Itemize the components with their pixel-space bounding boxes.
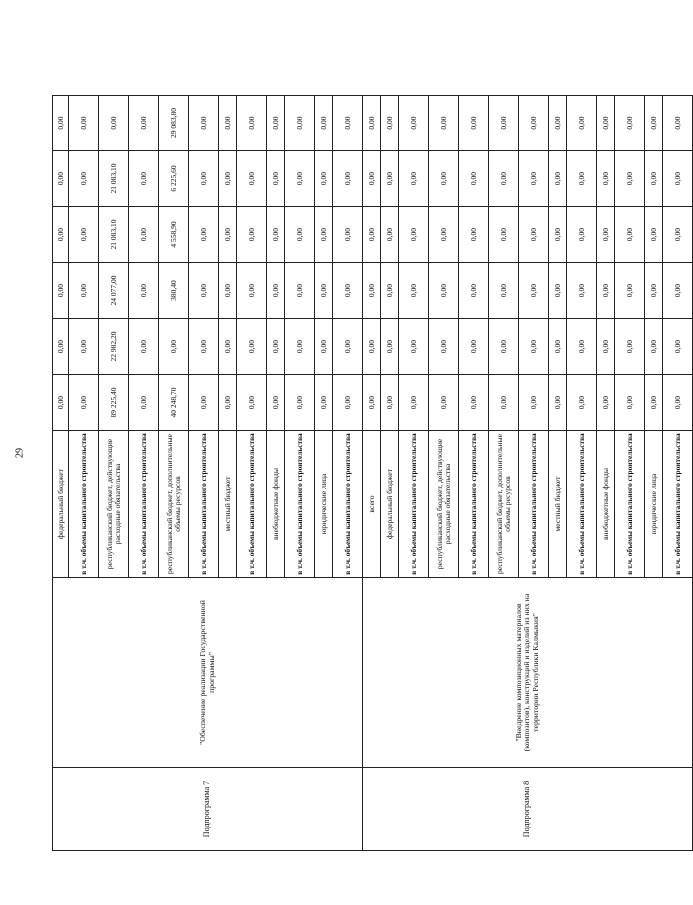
amount-cell: 0,00	[567, 319, 597, 375]
funding-source-cell: юридические лица	[645, 431, 663, 578]
amount-cell: 0,00	[315, 375, 333, 431]
funding-source-cell: республиканский бюджет, действующие расходные обязательства	[429, 431, 459, 578]
amount-cell: 0,00	[399, 151, 429, 207]
funding-source-cell: в т.ч. объемы капитального строительства	[189, 431, 219, 578]
amount-cell: 0,00	[69, 375, 99, 431]
amount-cell: 0,00	[489, 319, 519, 375]
amount-cell: 0,00	[237, 375, 267, 431]
subprogram-code-cell: Подпрограмма 8	[363, 768, 693, 851]
amount-cell: 0,00	[53, 263, 69, 319]
budget-table	[52, 95, 693, 851]
amount-cell: 0,00	[237, 263, 267, 319]
amount-cell: 0,00	[663, 375, 693, 431]
amount-cell: 0,00	[459, 375, 489, 431]
amount-cell: 0,00	[519, 375, 549, 431]
funding-source-cell: в т.ч. объемы капитального строительства	[333, 431, 363, 578]
funding-source-cell: республиканский бюджет, действующие расходные обязательства	[99, 431, 129, 578]
amount-cell: 0,00	[267, 207, 285, 263]
amount-cell: 0,00	[219, 375, 237, 431]
amount-cell: 0,00	[129, 375, 159, 431]
amount-cell: 0,00	[69, 96, 99, 151]
amount-cell: 0,00	[597, 96, 615, 151]
amount-cell: 0,00	[363, 263, 381, 319]
amount-cell: 0,00	[663, 96, 693, 151]
amount-cell: 0,00	[645, 207, 663, 263]
amount-cell: 0,00	[549, 151, 567, 207]
funding-source-cell: в т.ч. объемы капитального строительства	[237, 431, 267, 578]
funding-source-cell: местный бюджет	[549, 431, 567, 578]
amount-cell: 0,00	[129, 151, 159, 207]
amount-cell: 0,00	[459, 96, 489, 151]
amount-cell: 0,00	[567, 263, 597, 319]
funding-source-cell: в т.ч. объемы капитального строительства	[615, 431, 645, 578]
amount-cell: 0,00	[69, 263, 99, 319]
amount-cell: 0,00	[663, 151, 693, 207]
amount-cell: 0,00	[129, 207, 159, 263]
amount-cell: 0,00	[399, 96, 429, 151]
amount-cell: 21 083,10	[99, 151, 129, 207]
amount-cell: 0,00	[285, 207, 315, 263]
amount-cell: 0,00	[429, 96, 459, 151]
amount-cell: 0,00	[597, 319, 615, 375]
amount-cell: 0,00	[315, 207, 333, 263]
amount-cell: 0,00	[237, 207, 267, 263]
amount-cell: 0,00	[615, 96, 645, 151]
funding-source-cell: в т.ч. объемы капитального строительства	[567, 431, 597, 578]
amount-cell: 0,00	[459, 207, 489, 263]
amount-cell: 0,00	[285, 151, 315, 207]
amount-cell: 0,00	[219, 96, 237, 151]
amount-cell: 0,00	[285, 375, 315, 431]
amount-cell: 0,00	[69, 319, 99, 375]
amount-cell: 0,00	[333, 319, 363, 375]
amount-cell: 0,00	[267, 319, 285, 375]
amount-cell: 0,00	[333, 207, 363, 263]
amount-cell: 0,00	[237, 151, 267, 207]
amount-cell: 0,00	[381, 375, 399, 431]
amount-cell: 0,00	[519, 96, 549, 151]
amount-cell: 0,00	[381, 263, 399, 319]
amount-cell: 0,00	[489, 375, 519, 431]
amount-cell: 0,00	[267, 96, 285, 151]
amount-cell: 0,00	[363, 319, 381, 375]
amount-cell: 22 982,20	[99, 319, 129, 375]
amount-cell: 0,00	[129, 96, 159, 151]
amount-cell: 0,00	[53, 151, 69, 207]
rotated-table-wrapper	[52, 96, 682, 851]
funding-source-cell: федеральный бюджет	[381, 431, 399, 578]
amount-cell: 0,00	[267, 151, 285, 207]
amount-cell: 0,00	[333, 263, 363, 319]
amount-cell: 6 225,60	[159, 151, 189, 207]
amount-cell: 0,00	[333, 375, 363, 431]
amount-cell: 0,00	[285, 319, 315, 375]
amount-cell: 0,00	[615, 263, 645, 319]
amount-cell: 0,00	[519, 151, 549, 207]
amount-cell: 0,00	[363, 207, 381, 263]
amount-cell: 4 558,90	[159, 207, 189, 263]
amount-cell: 0,00	[189, 151, 219, 207]
amount-cell: 0,00	[549, 319, 567, 375]
amount-cell: 0,00	[645, 151, 663, 207]
funding-source-cell: в т.ч. объемы капитального строительства	[129, 431, 159, 578]
amount-cell: 0,00	[399, 207, 429, 263]
funding-source-cell: в т.ч. объемы капитального строительства	[663, 431, 693, 578]
amount-cell: 0,00	[189, 375, 219, 431]
amount-cell: 0,00	[267, 263, 285, 319]
amount-cell: 0,00	[549, 375, 567, 431]
amount-cell: 0,00	[53, 207, 69, 263]
amount-cell: 0,00	[615, 207, 645, 263]
amount-cell: 0,00	[645, 263, 663, 319]
amount-cell: 0,00	[549, 263, 567, 319]
subprogram-code-cell: Подпрограмма 7	[53, 768, 363, 851]
amount-cell: 0,00	[519, 207, 549, 263]
amount-cell: 0,00	[69, 207, 99, 263]
amount-cell: 0,00	[159, 319, 189, 375]
funding-source-cell: в т.ч. объемы капитального строительства	[69, 431, 99, 578]
funding-source-cell: внебюджетные фонды	[267, 431, 285, 578]
amount-cell: 0,00	[429, 207, 459, 263]
funding-source-cell: в т.ч. объемы капитального строительства	[399, 431, 429, 578]
amount-cell: 0,00	[285, 263, 315, 319]
amount-cell: 0,00	[315, 96, 333, 151]
amount-cell: 0,00	[645, 319, 663, 375]
funding-source-cell: местный бюджет	[219, 431, 237, 578]
amount-cell: 0,00	[663, 319, 693, 375]
amount-cell: 0,00	[429, 319, 459, 375]
amount-cell: 0,00	[489, 151, 519, 207]
amount-cell: 0,00	[567, 375, 597, 431]
amount-cell: 0,00	[567, 96, 597, 151]
amount-cell: 0,00	[189, 96, 219, 151]
amount-cell: 0,00	[615, 151, 645, 207]
amount-cell: 0,00	[489, 96, 519, 151]
amount-cell: 0,00	[399, 375, 429, 431]
amount-cell: 0,00	[237, 319, 267, 375]
amount-cell: 0,00	[645, 375, 663, 431]
amount-cell: 0,00	[597, 151, 615, 207]
amount-cell: 0,00	[267, 375, 285, 431]
amount-cell: 0,00	[567, 207, 597, 263]
funding-source-cell: федеральный бюджет	[53, 431, 69, 578]
amount-cell: 24 077,00	[99, 263, 129, 319]
amount-cell: 0,00	[615, 319, 645, 375]
amount-cell: 89 225,40	[99, 375, 129, 431]
table-row	[363, 96, 381, 851]
subprogram-name-cell: "Внедрение композиционных материалов (композитов), конструкций и изделий из них на территории Республики Калмыкия"	[363, 578, 693, 768]
amount-cell: 0,00	[519, 263, 549, 319]
amount-cell: 40 248,70	[159, 375, 189, 431]
amount-cell: 0,00	[69, 151, 99, 207]
amount-cell: 0,00	[459, 319, 489, 375]
funding-source-cell: всего	[363, 431, 381, 578]
funding-source-cell: в т.ч. объемы капитального строительства	[285, 431, 315, 578]
funding-source-cell: юридические лица	[315, 431, 333, 578]
amount-cell: 0,00	[315, 319, 333, 375]
amount-cell: 380,40	[159, 263, 189, 319]
amount-cell: 0,00	[99, 96, 129, 151]
amount-cell: 0,00	[189, 207, 219, 263]
amount-cell: 0,00	[381, 96, 399, 151]
amount-cell: 0,00	[615, 375, 645, 431]
amount-cell: 0,00	[489, 207, 519, 263]
amount-cell: 0,00	[399, 263, 429, 319]
amount-cell: 0,00	[219, 319, 237, 375]
amount-cell: 0,00	[549, 207, 567, 263]
amount-cell: 0,00	[53, 319, 69, 375]
amount-cell: 0,00	[663, 207, 693, 263]
amount-cell: 0,00	[363, 375, 381, 431]
amount-cell: 0,00	[53, 96, 69, 151]
amount-cell: 0,00	[399, 319, 429, 375]
amount-cell: 0,00	[333, 151, 363, 207]
amount-cell: 0,00	[129, 263, 159, 319]
funding-source-cell: в т.ч. объемы капитального строительства	[519, 431, 549, 578]
subprogram-name-cell: "Обеспечение реализации Государственной программы"	[53, 578, 363, 768]
amount-cell: 0,00	[219, 207, 237, 263]
amount-cell: 0,00	[237, 96, 267, 151]
amount-cell: 0,00	[519, 319, 549, 375]
amount-cell: 0,00	[219, 151, 237, 207]
table-row	[53, 96, 69, 851]
funding-source-cell: в т.ч. объемы капитального строительства	[459, 431, 489, 578]
amount-cell: 0,00	[189, 263, 219, 319]
amount-cell: 0,00	[315, 151, 333, 207]
amount-cell: 0,00	[363, 151, 381, 207]
amount-cell: 0,00	[285, 96, 315, 151]
amount-cell: 0,00	[315, 263, 333, 319]
amount-cell: 0,00	[663, 263, 693, 319]
amount-cell: 0,00	[459, 151, 489, 207]
amount-cell: 0,00	[549, 96, 567, 151]
amount-cell: 0,00	[381, 151, 399, 207]
amount-cell: 0,00	[429, 263, 459, 319]
funding-source-cell: республиканский бюджет, дополнительные объемы ресурсов	[489, 431, 519, 578]
amount-cell: 0,00	[429, 151, 459, 207]
amount-cell: 0,00	[597, 375, 615, 431]
amount-cell: 0,00	[459, 263, 489, 319]
amount-cell: 0,00	[363, 96, 381, 151]
funding-source-cell: республиканский бюджет, дополнительные объемы ресурсов	[159, 431, 189, 578]
amount-cell: 0,00	[53, 375, 69, 431]
amount-cell: 0,00	[219, 263, 237, 319]
amount-cell: 0,00	[429, 375, 459, 431]
page-number: 29	[14, 448, 26, 458]
amount-cell: 0,00	[597, 207, 615, 263]
amount-cell: 29 083,80	[159, 96, 189, 151]
amount-cell: 0,00	[567, 151, 597, 207]
amount-cell: 0,00	[333, 96, 363, 151]
amount-cell: 21 083,10	[99, 207, 129, 263]
amount-cell: 0,00	[597, 263, 615, 319]
amount-cell: 0,00	[381, 207, 399, 263]
amount-cell: 0,00	[645, 96, 663, 151]
amount-cell: 0,00	[489, 263, 519, 319]
funding-source-cell: внебюджетные фонды	[597, 431, 615, 578]
amount-cell: 0,00	[129, 319, 159, 375]
amount-cell: 0,00	[381, 319, 399, 375]
amount-cell: 0,00	[189, 319, 219, 375]
